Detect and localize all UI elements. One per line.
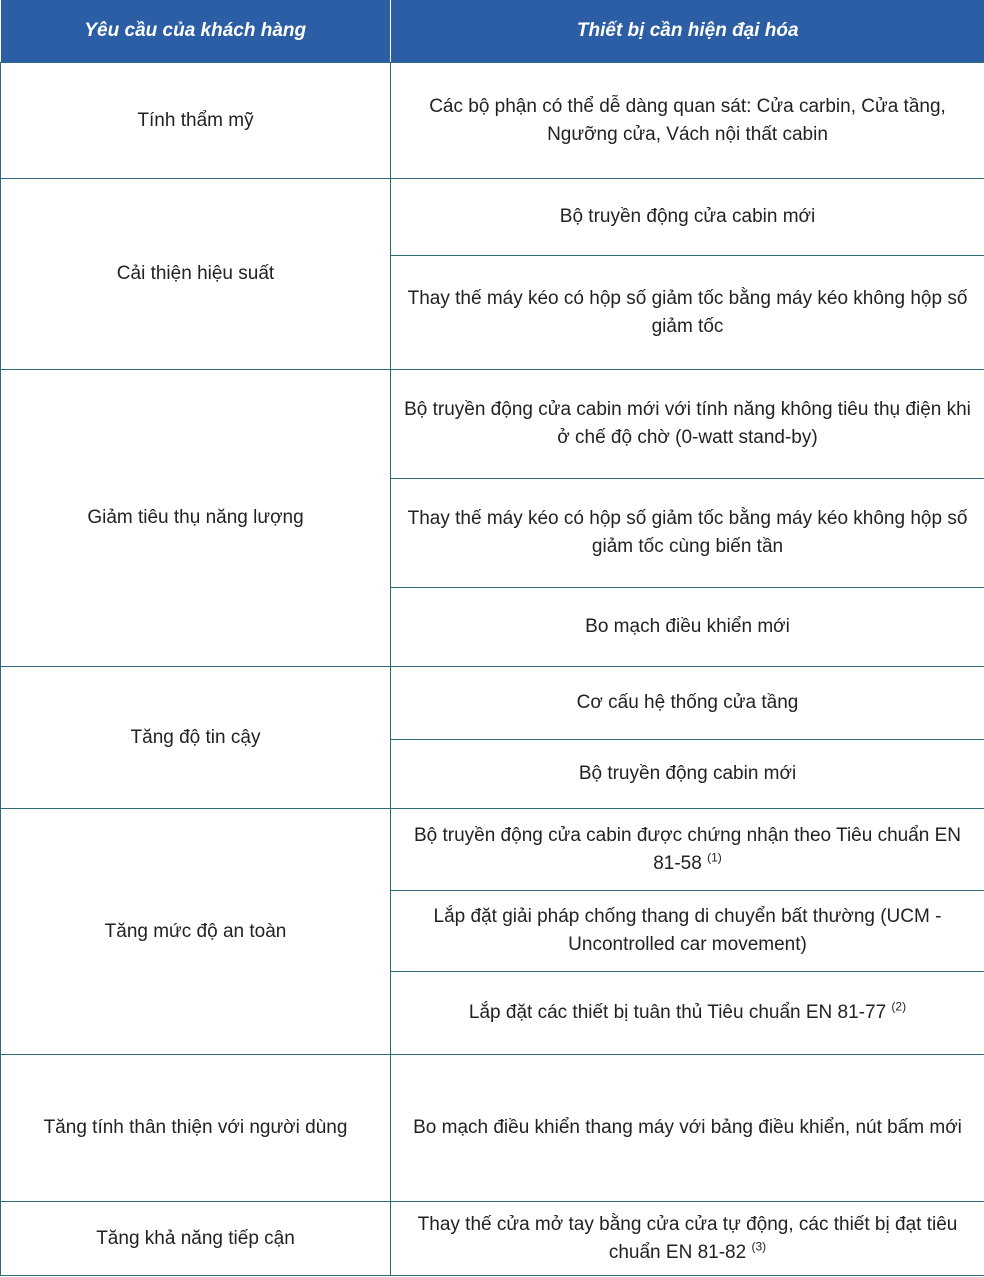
requirement-cell: Tính thẩm mỹ [1,63,391,179]
footnote-ref: (3) [751,1239,767,1254]
equipment-cell [391,588,984,667]
table-row [1,1055,984,1202]
equipment-cell [391,179,984,256]
requirement-cell: Giảm tiêu thụ năng lượng [1,370,391,667]
table-row [1,179,984,256]
equipment-cell [391,370,984,479]
requirement-cell: Tăng mức độ an toàn [1,809,391,1055]
equipment-text: Bo mạch điều khiển thang máy với bảng điều khiển, nút bấm mới [413,1117,962,1138]
header-equipment: Thiết bị cần hiện đại hóa [391,0,984,63]
table-row [1,667,984,740]
requirement-cell: Tăng tính thân thiện với người dùng [1,1055,391,1202]
equipment-cell [391,972,984,1055]
table-row [1,370,984,479]
equipment-cell [391,1202,984,1276]
equipment-text: Bộ truyền động cửa cabin được chứng nhận theo Tiêu chuẩn EN 81-58 [413,824,962,874]
equipment-cell [391,667,984,740]
equipment-text: Thay thế máy kéo có hộp số giảm tốc bằng máy kéo không hộp số giảm tốc cùng biến tần [407,508,968,557]
table-row [1,809,984,891]
equipment-text: Bộ truyền động cửa cabin mới [559,206,816,227]
equipment-text: Các bộ phận có thể dễ dàng quan sát: Cửa carbin, Cửa tầng, Ngưỡng cửa, Vách nội thất cabin [429,95,946,145]
equipment-text: Thay thế máy kéo có hộp số giảm tốc bằng máy kéo không hộp số giảm tốc [407,287,968,337]
header-row [1,0,984,63]
equipment-cell [391,1055,984,1202]
table-row [1,1202,984,1276]
footnote-ref: (2) [891,999,907,1014]
equipment-cell [391,63,984,179]
equipment-text: Lắp đặt các thiết bị tuân thủ Tiêu chuẩn EN 81-77 [468,1002,892,1023]
equipment-text: Cơ cấu hệ thống cửa tầng [576,692,799,713]
equipment-cell [391,891,984,972]
header-customer-requirement: Yêu cầu của khách hàng [1,0,391,63]
requirement-cell: Tăng khả năng tiếp cận [1,1202,391,1276]
equipment-cell [391,809,984,891]
table-body [1,63,984,1276]
equipment-cell [391,740,984,809]
equipment-cell [391,256,984,370]
equipment-text: Bộ truyền động cửa cabin mới với tính năng không tiêu thụ điện khi ở chế độ chờ (0-watt stand-by) [404,399,971,448]
equipment-cell [391,479,984,588]
equipment-text: Bộ truyền động cabin mới [578,763,797,784]
table-row [1,63,984,179]
equipment-text: Lắp đặt giải pháp chống thang di chuyển bất thường (UCM - Uncontrolled car movement) [433,906,942,955]
requirement-cell: Tăng độ tin cậy [1,667,391,809]
equipment-text: Bo mạch điều khiển mới [585,616,790,637]
footnote-ref: (1) [707,850,722,865]
requirement-cell: Cải thiện hiệu suất [1,179,391,370]
equipment-text: Thay thế cửa mở tay bằng cửa cửa tự động, các thiết bị đạt tiêu chuẩn EN 81-82 [417,1213,958,1263]
